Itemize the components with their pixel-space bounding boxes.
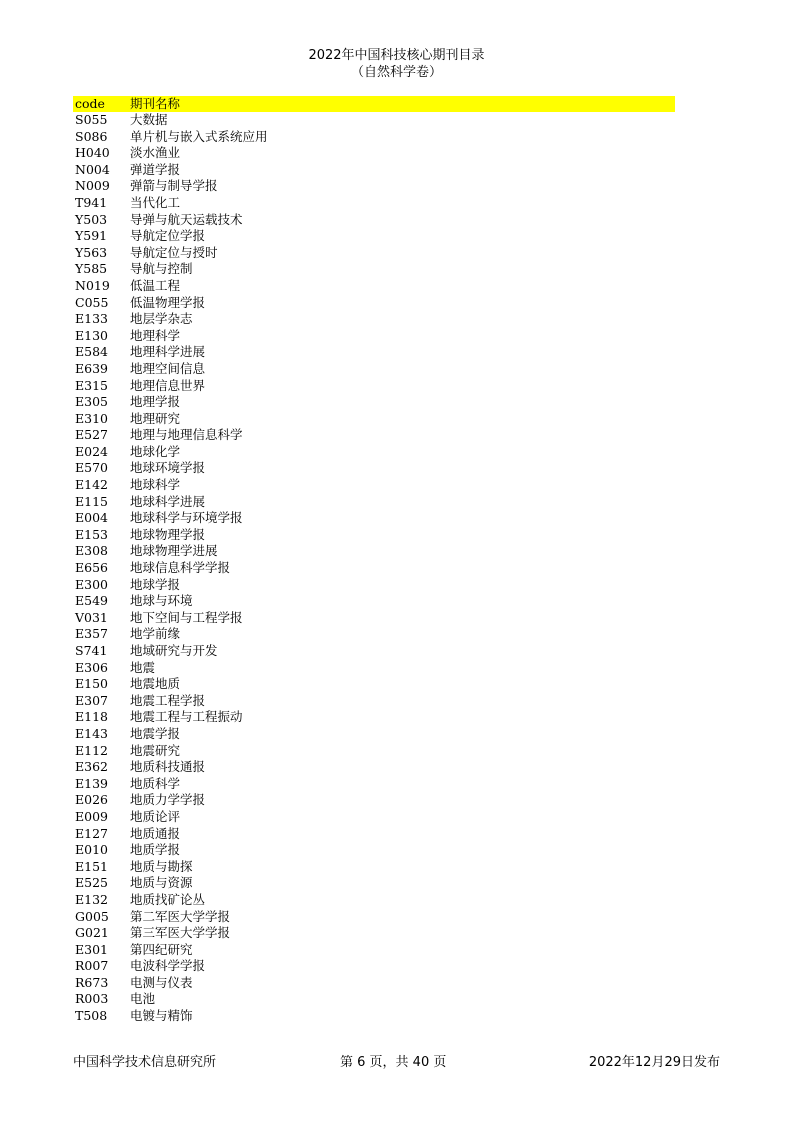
table-row: [73, 245, 675, 262]
journal-code: E310: [75, 410, 108, 426]
journal-name: 地震工程学报: [130, 692, 206, 708]
journal-code: E315: [75, 377, 108, 393]
footer-page-info: 第 6 页，共 40 页: [340, 1055, 447, 1070]
column-header-name: 期刊名称: [130, 96, 181, 111]
journal-name: 地球科学与环境学报: [130, 510, 243, 526]
journal-name: 地质力学学报: [130, 792, 206, 808]
table-row: [73, 494, 675, 511]
journal-code: Y591: [75, 228, 108, 244]
journal-code: E639: [75, 360, 108, 376]
table-row: [73, 162, 675, 179]
journal-name: 地质论评: [130, 808, 181, 824]
table-row: [73, 693, 675, 710]
journal-code: E139: [75, 775, 108, 791]
journal-code: E132: [75, 891, 108, 907]
journal-code: E009: [75, 808, 108, 824]
journal-name: 地球化学: [130, 443, 181, 459]
footer-publisher: 中国科学技术信息研究所: [73, 1055, 217, 1070]
journal-code: C055: [75, 294, 109, 310]
journal-code: E142: [75, 477, 108, 493]
table-row: [73, 593, 675, 610]
table-row: [73, 444, 675, 461]
journal-name: 电测与仪表: [130, 974, 193, 990]
journal-code: E656: [75, 560, 108, 576]
document-subtitle: （自然科学卷）: [350, 65, 442, 80]
journal-name: 导航定位与授时: [130, 244, 218, 260]
column-header-code: code: [75, 96, 105, 111]
journal-code: E306: [75, 659, 108, 675]
journal-code: E115: [75, 493, 108, 509]
journal-name: 地理信息世界: [130, 377, 206, 393]
journal-name: 地球物理学报: [130, 526, 206, 542]
journal-name: 导弹与航天运载技术: [130, 211, 243, 227]
document-title-block: [0, 47, 793, 81]
journal-name: 地学前缘: [130, 626, 181, 642]
journal-code: E357: [75, 626, 108, 642]
table-row: [73, 311, 675, 328]
journal-code: N004: [75, 161, 110, 177]
table-row: [73, 726, 675, 743]
journal-name: 地球环境学报: [130, 460, 206, 476]
journal-code: E308: [75, 543, 108, 559]
journal-name: 地质与资源: [130, 875, 193, 891]
journal-name: 地震: [130, 659, 156, 675]
footer-release-date: 2022年12月29日发布: [588, 1055, 720, 1070]
journal-name: 地质科技通报: [130, 759, 206, 775]
journal-code: V031: [75, 609, 108, 625]
table-row: [73, 660, 675, 677]
journal-code: S741: [75, 643, 108, 658]
table-row: [73, 610, 675, 627]
table-row: [73, 759, 675, 776]
journal-name: 电池: [130, 991, 156, 1007]
table-row: [73, 328, 675, 345]
table-row: [73, 560, 675, 577]
journal-code: E127: [75, 825, 108, 841]
journal-name: 导航与控制: [130, 261, 193, 277]
journal-name: 低温物理学报: [130, 294, 206, 310]
table-row: [73, 975, 675, 992]
journal-code: T941: [75, 194, 108, 210]
table-row: [73, 826, 675, 843]
table-row: [73, 1008, 675, 1025]
table-row: [73, 643, 675, 660]
table-row: [73, 809, 675, 826]
table-row: [73, 991, 675, 1008]
journal-code: E362: [75, 759, 108, 775]
table-row: [73, 743, 675, 760]
table-row: [73, 577, 675, 594]
journal-name: 淡水渔业: [130, 145, 181, 161]
table-row: [73, 427, 675, 444]
journal-code: E151: [75, 858, 108, 874]
journal-name: 大数据: [130, 112, 168, 127]
journal-name: 地理科学: [130, 327, 181, 343]
table-row: [73, 842, 675, 859]
page-footer: [0, 1054, 793, 1072]
table-row: [73, 344, 675, 361]
journal-name: 地质科学: [130, 775, 181, 791]
journal-name: 地理研究: [130, 410, 181, 426]
journal-code: E301: [75, 941, 108, 957]
journal-code: S086: [75, 128, 108, 144]
table-row: [73, 129, 675, 146]
journal-name: 第三军医大学学报: [130, 925, 231, 941]
journal-name: 电镀与精饰: [130, 1008, 193, 1024]
journal-name: 地球与环境: [130, 593, 193, 609]
journal-name: 地理空间信息: [130, 360, 206, 376]
table-row: [73, 477, 675, 494]
journal-name: 第四纪研究: [130, 941, 193, 957]
table-row: [73, 875, 675, 892]
journal-code: R007: [75, 958, 109, 974]
table-row: [73, 228, 675, 245]
table-row: [73, 792, 675, 809]
journal-code: Y563: [75, 244, 108, 260]
table-row: [73, 925, 675, 942]
table-row: [73, 361, 675, 378]
table-row: [73, 709, 675, 726]
journal-name: 地球科学进展: [130, 493, 206, 509]
journal-code: E307: [75, 692, 108, 708]
journal-name: 地球科学: [130, 477, 181, 493]
table-row: [73, 295, 675, 312]
journal-name: 地质学报: [130, 842, 181, 858]
journal-name: 地球学报: [130, 576, 181, 592]
journal-code: E525: [75, 875, 108, 891]
journal-name: 地质通报: [130, 825, 181, 841]
table-row: [73, 510, 675, 527]
journal-code: N009: [75, 178, 110, 194]
journal-code: R673: [75, 974, 109, 990]
journal-code: Y503: [75, 211, 108, 227]
table-row: [73, 892, 675, 909]
table-row: [73, 394, 675, 411]
journal-name: 地震研究: [130, 742, 181, 758]
table-row: [73, 626, 675, 643]
journal-name: 单片机与嵌入式系统应用: [130, 128, 268, 144]
table-row: [73, 859, 675, 876]
journal-code: S055: [75, 112, 108, 127]
document-title: 2022年中国科技核心期刊目录: [308, 48, 485, 63]
journal-code: E150: [75, 676, 108, 692]
journal-code: E026: [75, 792, 108, 808]
journal-code: E010: [75, 842, 108, 858]
journal-code: N019: [75, 277, 110, 293]
journal-name: 地质与勘探: [130, 858, 193, 874]
table-header-row: [73, 96, 675, 112]
journal-code: E130: [75, 327, 108, 343]
journal-code: Y585: [75, 261, 108, 277]
journal-code: E584: [75, 344, 108, 360]
journal-code: E527: [75, 427, 108, 443]
journal-code: E118: [75, 709, 108, 725]
table-row: [73, 776, 675, 793]
journal-name: 地下空间与工程学报: [130, 609, 243, 625]
journal-code: G005: [75, 908, 109, 924]
journal-code: E549: [75, 593, 108, 609]
journal-name: 地质找矿论丛: [130, 891, 206, 907]
table-row: [73, 942, 675, 959]
journal-name: 地理与地理信息科学: [130, 427, 243, 443]
journal-name: 电波科学学报: [130, 958, 206, 974]
table-row: [73, 278, 675, 295]
journal-name: 弹箭与制导学报: [130, 178, 218, 194]
table-row: [73, 378, 675, 395]
journal-code: E143: [75, 725, 108, 741]
table-row: [73, 909, 675, 926]
journal-name: 地理科学进展: [130, 344, 206, 360]
journal-name: 地震地质: [130, 676, 181, 692]
journal-name: 地震工程与工程振动: [130, 709, 243, 725]
journal-name: 地层学杂志: [130, 311, 193, 327]
journal-code: E133: [75, 311, 108, 327]
journal-name: 地理学报: [130, 394, 181, 410]
table-row: [73, 411, 675, 428]
journal-code: E112: [75, 742, 108, 758]
journal-code: E305: [75, 394, 108, 410]
journal-name: 地震学报: [130, 725, 181, 741]
journal-code: E570: [75, 460, 108, 476]
table-row: [73, 543, 675, 560]
journal-name: 当代化工: [130, 194, 181, 210]
journal-name: 地球信息科学学报: [130, 560, 231, 576]
table-row: [73, 676, 675, 693]
journal-name: 导航定位学报: [130, 228, 206, 244]
table-row: [73, 527, 675, 544]
journal-code: E300: [75, 576, 108, 592]
journal-name: 弹道学报: [130, 161, 181, 177]
journal-code: R003: [75, 991, 109, 1007]
journal-code: E024: [75, 443, 108, 459]
journal-name: 第二军医大学学报: [130, 908, 231, 924]
table-row: [73, 261, 675, 278]
table-row: [73, 460, 675, 477]
table-row: [73, 112, 675, 129]
journal-name: 地域研究与开发: [130, 643, 218, 658]
journal-list: [73, 112, 675, 1025]
journal-name: 地球物理学进展: [130, 543, 218, 559]
journal-name: 低温工程: [130, 277, 181, 293]
table-row: [73, 958, 675, 975]
table-row: [73, 178, 675, 195]
table-row: [73, 145, 675, 162]
journal-code: E153: [75, 526, 108, 542]
table-row: [73, 212, 675, 229]
journal-code: T508: [75, 1008, 108, 1024]
table-row: [73, 195, 675, 212]
journal-code: G021: [75, 925, 109, 941]
journal-code: H040: [75, 145, 110, 161]
journal-code: E004: [75, 510, 108, 526]
